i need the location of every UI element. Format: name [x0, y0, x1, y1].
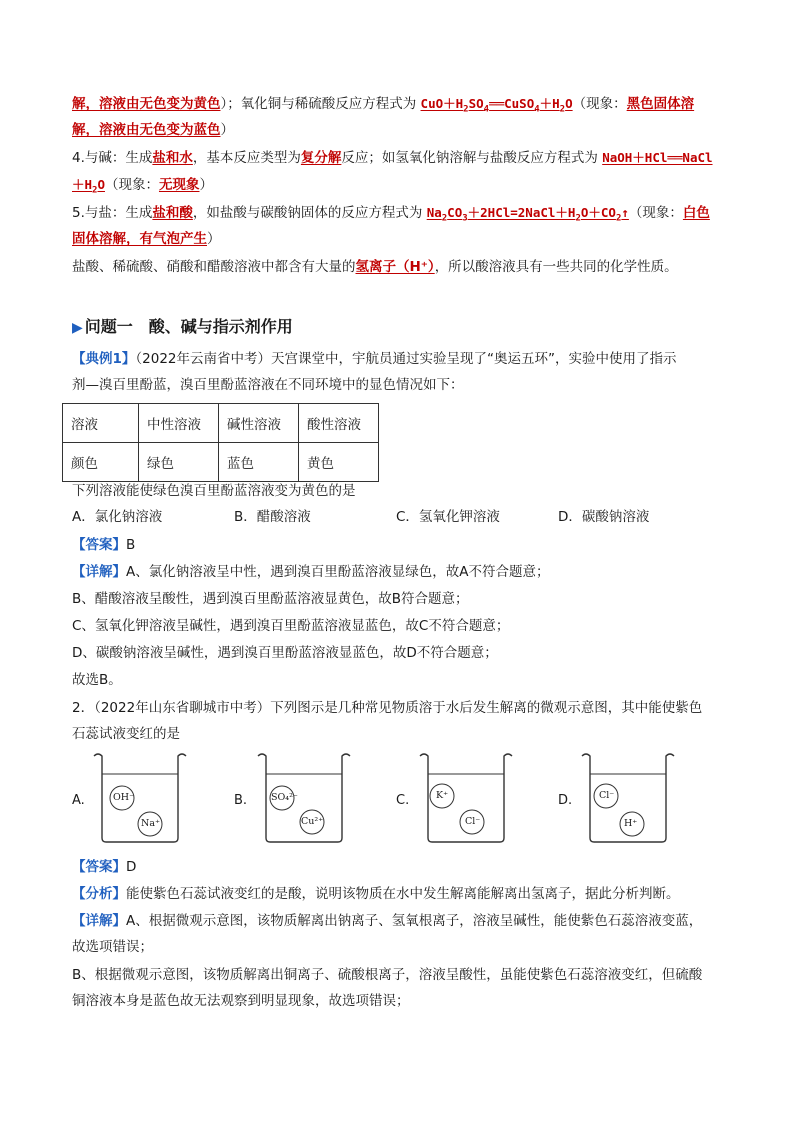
option-c: C．氢氧化钾溶液: [396, 509, 500, 525]
option-d: D．碳酸钠溶液: [558, 509, 650, 525]
option-b: B．醋酸溶液: [234, 509, 311, 525]
beaker-c-diagram: [418, 750, 514, 844]
detail-line: 【详解】A、氯化钠溶液呈中性，遇到溴百里酚蓝溶液显绿色，故A不符合题意；: [72, 564, 550, 580]
detail-line: 铜溶液本身是蓝色故无法观察到明显现象，故选项错误；: [72, 993, 410, 1009]
text-line: 4.与碱：生成盐和水，基本反应类型为复分解反应；如氢氧化钠溶解与盐酸反应方程式为 NaOH＋HCl══NaCl: [72, 150, 713, 166]
ion-label: Cl⁻: [599, 790, 615, 801]
ion-label: H⁺: [624, 818, 638, 829]
table-row: 溶液 中性溶液 碱性溶液 酸性溶液: [63, 404, 379, 443]
ion-label: OH⁻: [113, 792, 135, 803]
equation-h2o: $+H_2O$: [72, 177, 105, 196]
text-line: 解，溶液由无色变为黄色）；氧化铜与稀硫酸反应方程式为 $CuO+H_2SO_4══CuSO_4+H_2O$（现象：黑色固体溶: [72, 96, 695, 115]
detail-line: D、碳酸钠溶液呈碱性，遇到溴百里酚蓝溶液显蓝色，故D不符合题意；: [72, 645, 498, 661]
answer-line: 【答案】D: [72, 859, 137, 875]
question-1-line: 剂—溴百里酚蓝，溴百里酚蓝溶液在不同环境中的显色情况如下：: [72, 377, 464, 393]
detail-line: 故选B。: [72, 672, 122, 688]
text-line: 5.与盐：生成盐和酸，如盐酸与碳酸钠固体的反应方程式为 $Na_2CO_3+2HCl=2NaCl+H_2O+CO_2↑$（现象：白色: [72, 205, 710, 224]
text-line: $+H_2O$（现象：无现象）: [72, 177, 213, 196]
question-1-line: 【典例1】（2022年云南省中考）天宫课堂中，宇航员通过实验呈现了“奥运五环”，实验中使用了指示: [72, 351, 677, 367]
question-2-line: 石蕊试液变红的是: [72, 726, 180, 742]
text-line: 盐酸、稀硫酸、硝酸和醋酸溶液中都含有大量的氢离子（H⁺），所以酸溶液具有一些共同的化学性质。: [72, 259, 678, 275]
text-line: 解，溶液由无色变为蓝色）: [72, 122, 234, 138]
equation-cuo: $CuO+H_2SO_4══CuSO_4+H_2O$: [420, 96, 573, 115]
beaker-d-diagram: [580, 750, 676, 844]
beaker-a-label: A.: [72, 793, 85, 808]
ion-label: Cu²⁺: [301, 816, 324, 827]
detail-line: B、醋酸溶液呈酸性，遇到溴百里酚蓝溶液显黄色，故B符合题意；: [72, 591, 469, 607]
text-line: 固体溶解，有气泡产生）: [72, 231, 221, 247]
detail-line: 【详解】A、根据微观示意图，该物质解离出钠离子、氢氧根离子，溶液呈碱性，能使紫色石蕊溶液变蓝，: [72, 913, 703, 929]
question-2-line: 2．（2022年山东省聊城市中考）下列图示是几种常见物质溶于水后发生解离的微观示意图，其中能使紫色: [72, 700, 703, 716]
detail-line: C、氢氧化钾溶液呈碱性，遇到溴百里酚蓝溶液显蓝色，故C不符合题意；: [72, 618, 510, 634]
detail-line: B、根据微观示意图，该物质解离出铜离子、硫酸根离子，溶液呈酸性，虽能使紫色石蕊溶液变红，但硫酸: [72, 967, 703, 983]
beaker-c-label: C.: [396, 793, 410, 808]
beaker-b-label: B.: [234, 793, 248, 808]
equation-na2co3: $Na_2CO_3+2HCl=2NaCl+H_2O+CO_2↑$: [426, 205, 629, 224]
beaker-a-diagram: [92, 750, 188, 844]
answer-line: 【答案】B: [72, 537, 136, 553]
ion-label: Na⁺: [141, 818, 160, 829]
section-heading: ▶ 问题一 酸、碱与指示剂作用: [72, 317, 293, 336]
ion-label: SO₄²⁻: [271, 792, 298, 803]
analysis-line: 【分析】能使紫色石蕊试液变红的是酸，说明该物质在水中发生解离能解离出氢离子，据此分析判断。: [72, 886, 680, 902]
table-row: 颜色 绿色 蓝色 黄色: [63, 443, 379, 482]
equation-naoh: NaOH＋HCl══NaCl: [602, 150, 713, 165]
question-1-prompt: 下列溶液能使绿色溴百里酚蓝溶液变为黄色的是: [72, 483, 356, 499]
indicator-color-table: [62, 403, 379, 482]
detail-line: 故选项错误；: [72, 939, 153, 955]
beaker-d-label: D.: [558, 793, 573, 808]
ion-label: K⁺: [436, 790, 449, 801]
triangle-icon: ▶: [72, 320, 83, 336]
ion-label: Cl⁻: [465, 816, 481, 827]
option-a: A．氯化钠溶液: [72, 509, 163, 525]
